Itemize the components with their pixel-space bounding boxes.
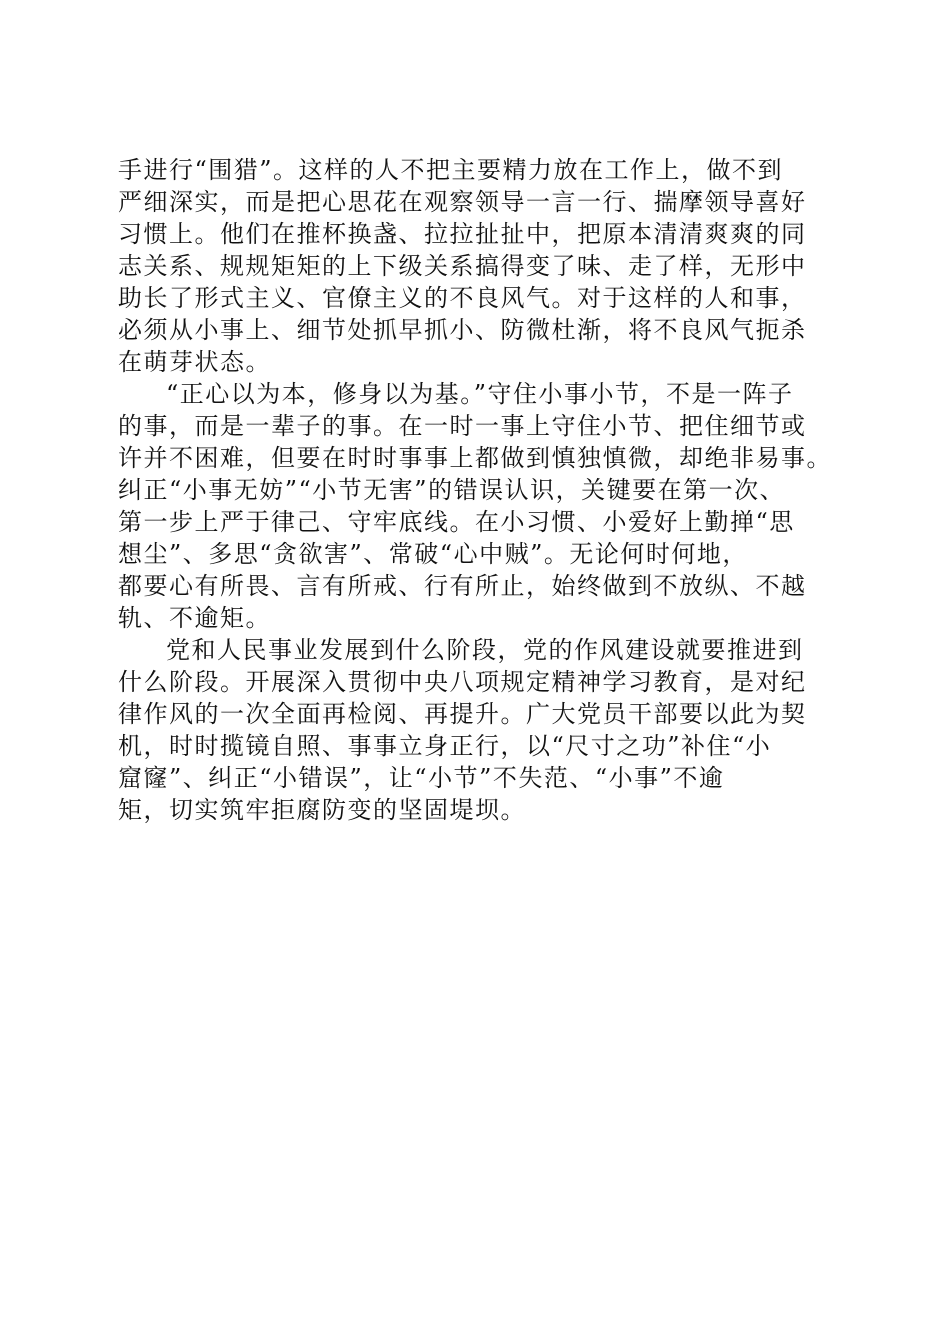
paragraph-3-line-1: 党和人民事业发展到什么阶段，党的作风建设就要推进到	[166, 636, 804, 664]
paragraph-1-line-4: 志关系、规规矩矩的上下级关系搞得变了味、走了样，无形中	[118, 252, 807, 280]
paragraph-2-line-1: “正心以为本，修身以为基。”守住小事小节，不是一阵子	[166, 380, 794, 408]
paragraph-2-line-4: 纠正“小事无妨”“小节无害”的错误认识，关键要在第一次、	[118, 476, 786, 504]
paragraph-2-line-6: 想尘”、多思“贪欲害”、常破“心中贼”。无论何时何地，	[118, 540, 748, 568]
paragraph-3-line-6: 矩，切实筑牢拒腐防变的坚固堤坝。	[118, 796, 526, 824]
paragraph-1-line-2: 严细深实，而是把心思花在观察领导一言一行、揣摩领导喜好	[118, 188, 807, 216]
paragraph-3-line-2: 什么阶段。开展深入贯彻中央八项规定精神学习教育，是对纪	[118, 668, 807, 696]
paragraph-1-line-1: 手进行“围猎”。这样的人不把主要精力放在工作上，做不到	[118, 156, 784, 184]
paragraph-1-line-7: 在萌芽状态。	[118, 348, 271, 376]
paragraph-1-line-5: 助长了形式主义、官僚主义的不良风气。对于这样的人和事，	[118, 284, 807, 312]
paragraph-2-line-3: 许并不困难，但要在时时事事上都做到慎独慎微，却绝非易事。	[118, 444, 832, 472]
paragraph-2-line-7: 都要心有所畏、言有所戒、行有所止，始终做到不放纵、不越	[118, 572, 807, 600]
paragraph-2-line-8: 轨、不逾矩。	[118, 604, 271, 632]
paragraph-1-line-3: 习惯上。他们在推杯换盏、拉拉扯扯中，把原本清清爽爽的同	[118, 220, 807, 248]
paragraph-2-line-5: 第一步上严于律己、守牢底线。在小习惯、小爱好上勤掸“思	[118, 508, 795, 536]
paragraph-1-line-6: 必须从小事上、细节处抓早抓小、防微杜渐，将不良风气扼杀	[118, 316, 807, 344]
paragraph-3-line-4: 机，时时揽镜自照、事事立身正行，以“尺寸之功”补住“小	[118, 732, 772, 760]
body-text	[118, 154, 838, 826]
paragraph-3-line-3: 律作风的一次全面再检阅、再提升。广大党员干部要以此为契	[118, 700, 807, 728]
paragraph-3-line-5: 窟窿”、纠正“小错误”，让“小节”不失范、“小事”不逾	[118, 764, 725, 792]
paragraph-2-line-2: 的事，而是一辈子的事。在一时一事上守住小节、把住细节或	[118, 412, 807, 440]
